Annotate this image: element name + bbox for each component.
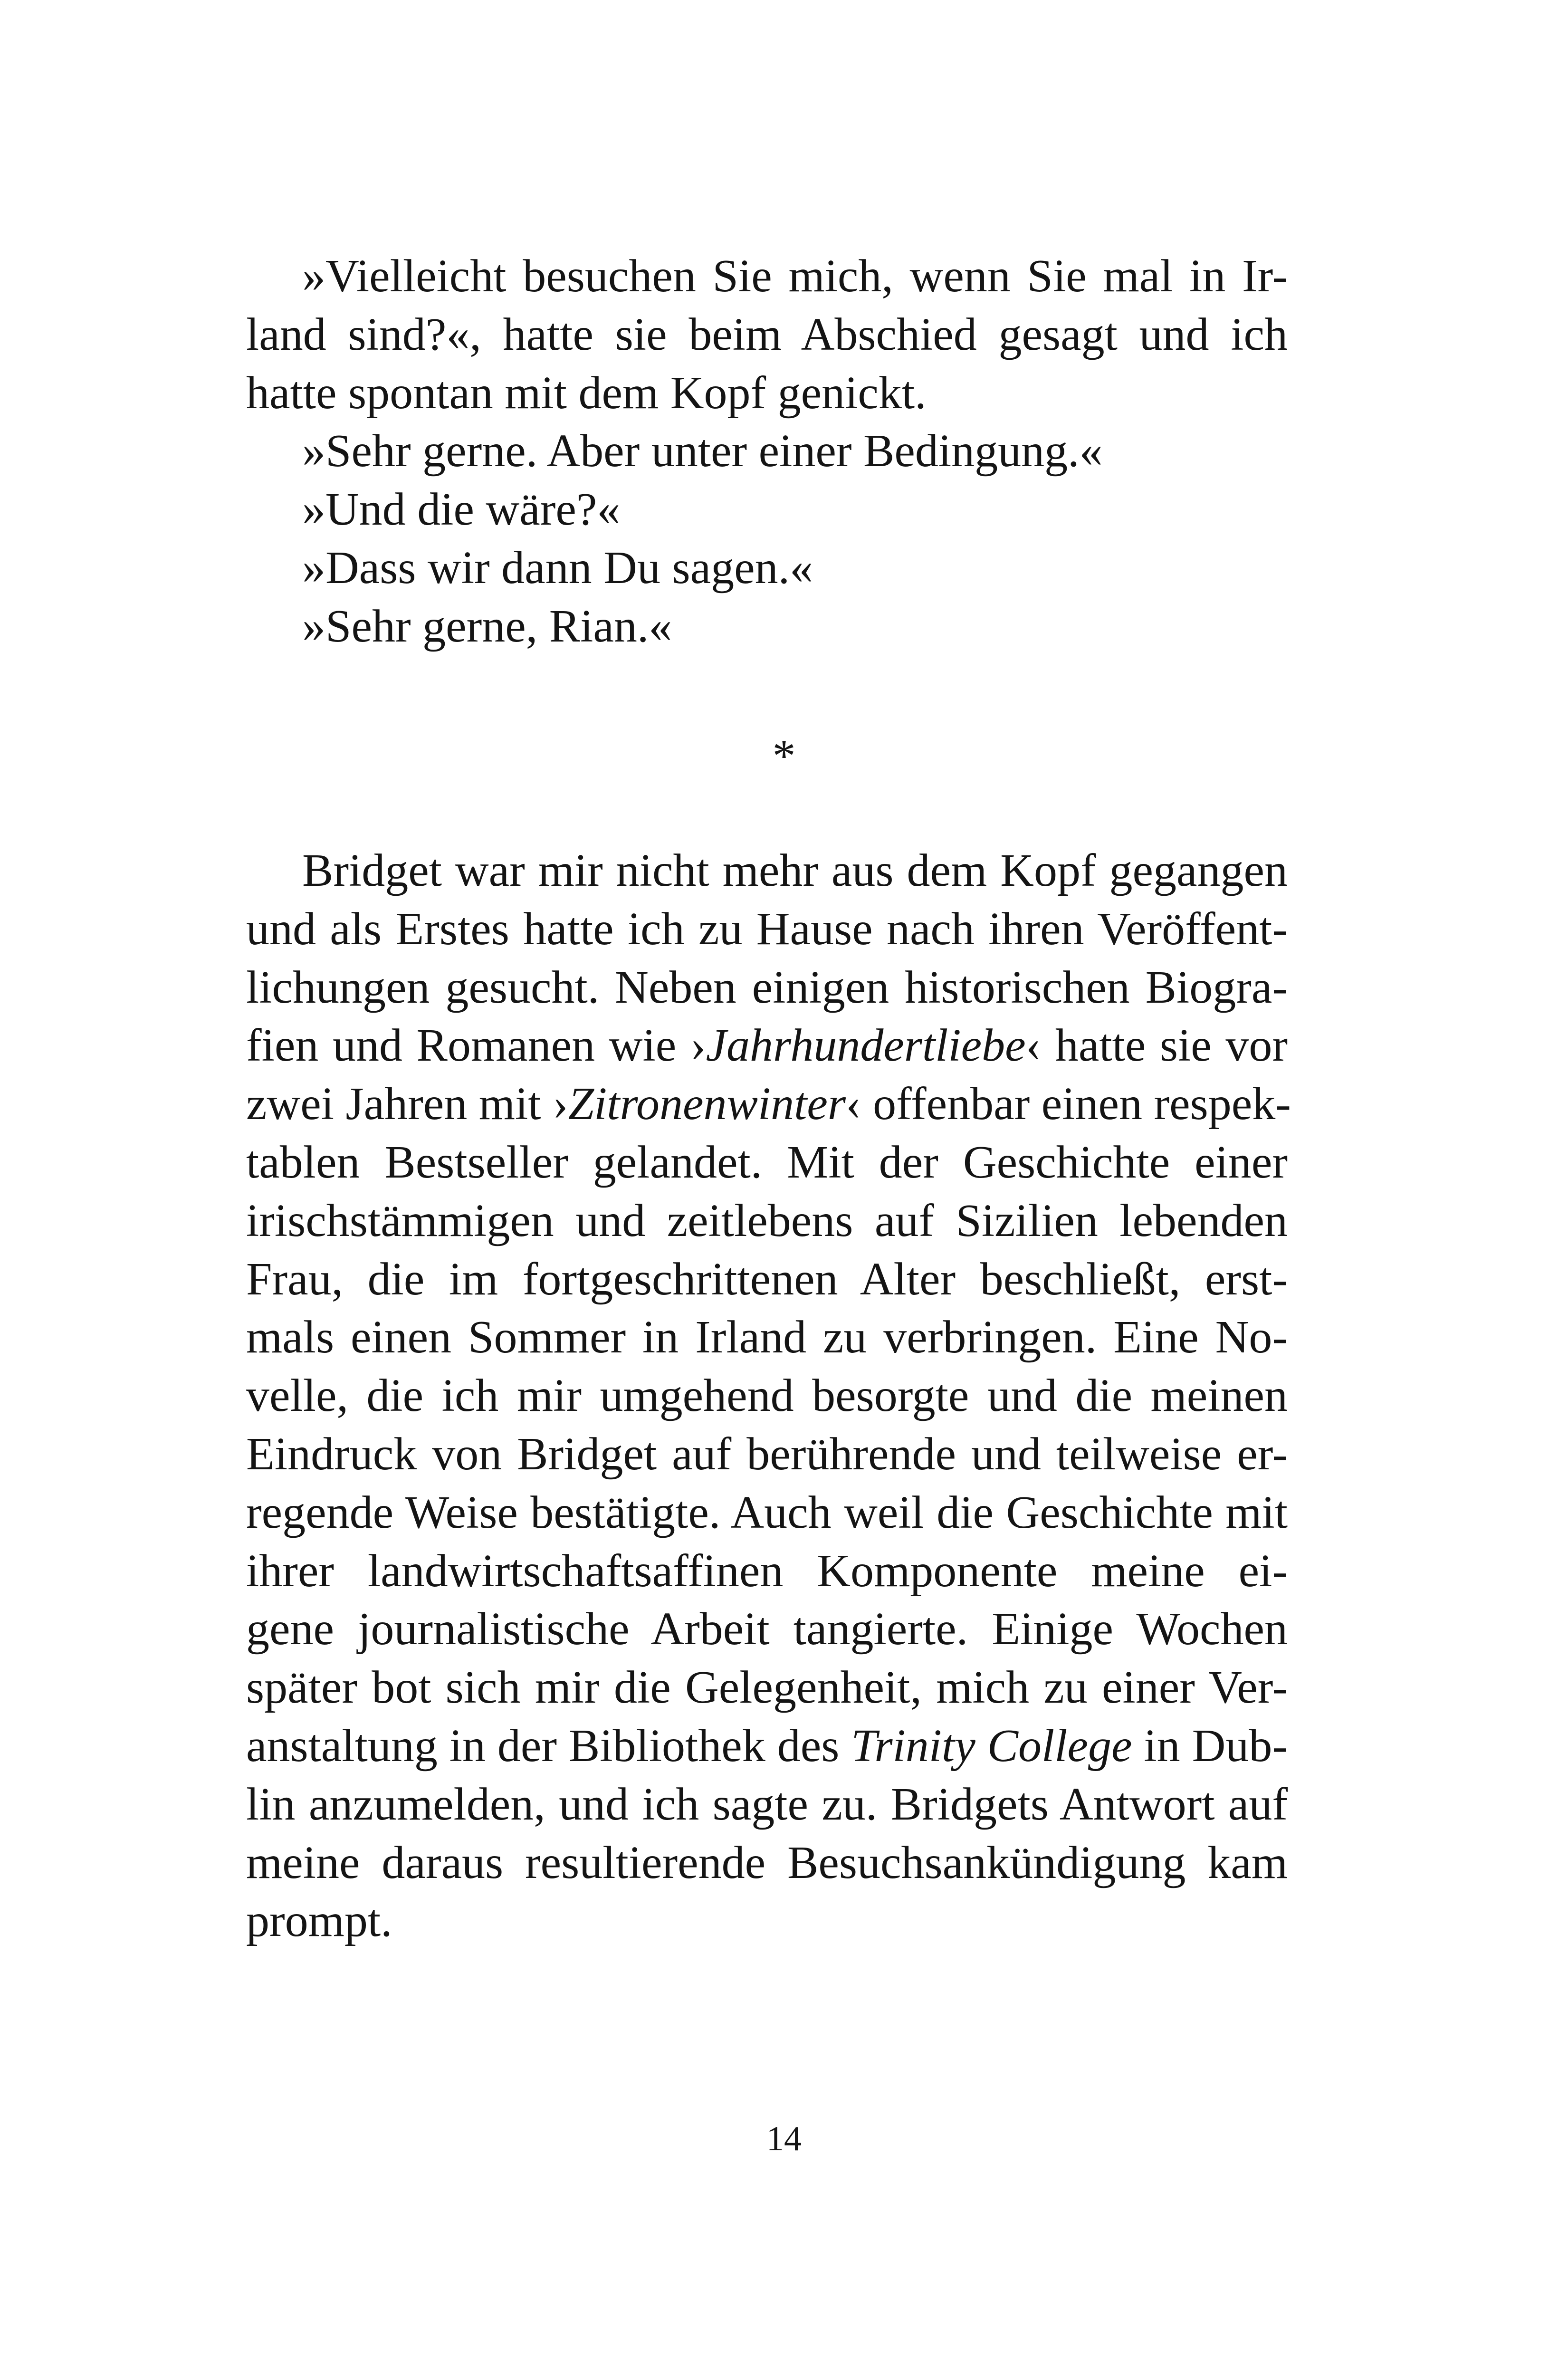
- text-segment: ‹ hatte sie vor: [1025, 1020, 1288, 1072]
- text-segment: anstaltung in der Bibliothek des: [246, 1720, 851, 1772]
- text-line: Bridget war mir nicht mehr aus dem Kopf gegangen: [302, 845, 1288, 896]
- text-line: prompt.: [246, 1895, 392, 1947]
- dialogue-line: »Sehr gerne, Rian.«: [302, 600, 672, 652]
- text-line: mals einen Sommer in Irland zu verbringen. Eine No-: [246, 1312, 1288, 1363]
- text-line: land sind?«, hatte sie beim Abschied gesagt und ich: [246, 308, 1288, 360]
- text-line: Frau, die im fortgeschrittenen Alter beschließt, erst-: [246, 1253, 1288, 1305]
- dialogue-line: »Sehr gerne. Aber unter einer Bedingung.«: [302, 425, 1103, 477]
- text-line: hatte spontan mit dem Kopf genickt.: [246, 367, 927, 419]
- page-number: 14: [766, 2119, 802, 2158]
- text-line: »Vielleicht besuchen Sie mich, wenn Sie mal in Ir-: [302, 250, 1288, 302]
- text-line: lin anzumelden, und ich sagte zu. Bridgets Antwort auf: [246, 1778, 1288, 1830]
- dialogue-line: »Und die wäre?«: [302, 484, 621, 536]
- dialogue-section: [246, 247, 1288, 656]
- text-line: regende Weise bestätigte. Auch weil die Geschichte mit: [246, 1486, 1288, 1538]
- text-line: und als Erstes hatte ich zu Hause nach ihren Veröffent-: [246, 903, 1288, 955]
- text-segment: zwei Jahren mit ›: [246, 1078, 568, 1130]
- book-title-jahrhundertliebe: Jahrhundertliebe: [706, 1020, 1026, 1072]
- text-line: tablen Bestseller gelandet. Mit der Geschichte einer: [246, 1136, 1288, 1188]
- text-line: meine daraus resultierende Besuchsankündigung kam: [246, 1837, 1288, 1888]
- text-segment: fien und Romanen wie ›: [246, 1020, 706, 1072]
- book-title-zitronenwinter: Zitronenwinter: [568, 1078, 846, 1130]
- institution-trinity-college: Trinity College: [851, 1720, 1132, 1772]
- body-paragraph: [246, 842, 1291, 1950]
- text-line: irischstämmigen und zeitlebens auf Sizilien lebenden: [246, 1195, 1288, 1246]
- text-line: Eindruck von Bridget auf berührende und teilweise er-: [246, 1428, 1288, 1480]
- scene-break-asterisk: *: [772, 730, 796, 782]
- text-segment: ‹ offenbar einen respek-: [846, 1078, 1291, 1130]
- text-line: gene journalistische Arbeit tangierte. Einige Wochen: [246, 1603, 1288, 1655]
- dialogue-line: »Dass wir dann Du sagen.«: [302, 542, 813, 594]
- text-line: später bot sich mir die Gelegenheit, mich zu einer Ver-: [246, 1662, 1288, 1714]
- text-segment: in Dub-: [1132, 1720, 1288, 1772]
- text-line-with-title: [246, 1016, 1288, 1075]
- text-line: lichungen gesucht. Neben einigen historischen Biogra-: [246, 961, 1288, 1013]
- text-line-with-title: [246, 1075, 1291, 1133]
- text-line: velle, die ich mir umgehend besorgte und die meinen: [246, 1370, 1288, 1422]
- text-line: ihrer landwirtschaftsaffinen Komponente meine ei-: [246, 1545, 1288, 1597]
- text-line-with-title: [246, 1717, 1288, 1775]
